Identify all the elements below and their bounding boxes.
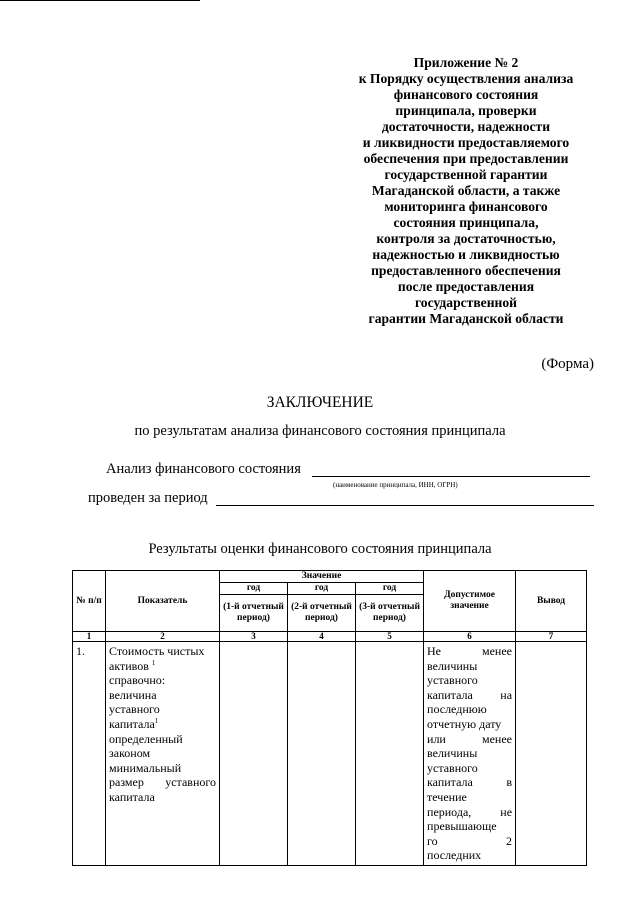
header-period-1: (1-й отчетный период) [220,595,288,632]
allowed-line: величины [427,658,478,673]
indicator-line: величина [109,687,157,702]
appendix-line: и ликвидности предоставляемого [362,135,570,150]
results-table [72,570,587,866]
appendix-line: контроля за достаточностью, [376,231,556,246]
indicator-line: капитала [109,789,155,804]
column-number: 6 [424,632,516,642]
header-year-1: год [220,583,288,595]
appendix-line: государственной [414,295,518,310]
allowed-value-text [424,642,515,865]
appendix-line: Приложение № 2 [413,55,519,70]
allowed-line: последних [427,848,482,863]
indicator-line: справочно: [109,673,166,688]
indicator-line: Стоимость чистых [109,644,205,658]
appendix-line: после предоставления [397,279,535,294]
allowed-line: величины [427,746,478,761]
appendix-line: принципала, проверки [395,103,537,118]
indicator-text [106,642,219,807]
header-indicator: Показатель [106,571,220,632]
allowed-line: го 2 [427,833,513,848]
header-value: Значение [220,571,424,583]
column-number: 7 [516,632,587,642]
appendix-line: мониторинга финансового [384,199,548,214]
indicator-line: определенный [109,731,183,746]
column-number: 3 [220,632,288,642]
value-cell-period-2[interactable] [288,642,356,866]
indicator-line: размер уставного [109,775,216,790]
allowed-line: превышающе [427,819,497,834]
principal-name-hint: (наименование принципала, ИНН, ОГРН) [333,481,458,489]
appendix-line: надежностью и ликвидностью [372,247,560,262]
indicator-line: уставного [109,702,160,717]
row-number-cell [73,642,106,866]
appendix-line: финансового состояния [393,87,539,102]
header-conclusion: Вывод [516,571,587,632]
indicator-line: минимальный [109,760,182,775]
column-number: 1 [73,632,106,642]
allowed-line: капитала в [427,775,513,790]
indicator-line: капитала$^1$ [109,716,159,731]
appendix-line: государственной гарантии [384,167,548,182]
allowed-line: уставного [427,673,478,688]
value-cell-period-3[interactable] [356,642,424,866]
appendix-header [330,55,602,327]
appendix-line: к Порядку осуществления анализа [358,71,574,86]
top-left-rule [0,0,200,1]
header-num: № п/п [73,571,106,632]
allowed-line: Не менее [427,644,513,658]
appendix-line: предоставленного обеспечения [371,263,561,278]
appendix-line: гарантии Магаданской области [368,311,564,326]
conclusion-cell[interactable] [516,642,587,866]
allowed-value-cell [424,642,516,866]
document-subtitle: по результатам анализа финансового состояния принципала [134,423,506,439]
header-allowed: Допустимое значение [424,571,516,632]
form-label: (Форма) [541,356,594,372]
table-row [73,642,587,866]
allowed-line: течение [427,789,467,804]
allowed-line: отчетную дату [427,716,502,731]
results-title: Результаты оценки финансового состояния принципала [148,541,492,557]
appendix-line: состояния принципала, [393,215,539,230]
appendix-line: Магаданской области, а также [371,183,561,198]
header-period-2: (2-й отчетный период) [288,595,356,632]
appendix-line: достаточности, надежности [381,119,551,134]
column-number: 4 [288,632,356,642]
allowed-line: уставного [427,760,478,775]
document-title: ЗАКЛЮЧЕНИЕ [266,394,374,411]
analysis-label: Анализ финансового состояния [106,461,301,477]
period-label: проведен за период [88,490,208,506]
allowed-line: периода, не [427,804,513,819]
column-number: 5 [356,632,424,642]
allowed-line: капитала на [427,687,513,702]
appendix-line: обеспечения при предоставлении [363,151,569,166]
indicator-cell [106,642,220,866]
value-cell-period-1[interactable] [220,642,288,866]
allowed-line: или менее [427,731,513,746]
indicator-line: законом [109,746,151,761]
header-year-2: год [288,583,356,595]
row-number: 1. [76,644,85,658]
principal-name-field[interactable] [312,476,590,477]
header-period-3: (3-й отчетный период) [356,595,424,632]
period-field[interactable] [216,505,594,506]
allowed-line: последнюю [427,702,487,717]
column-number: 2 [106,632,220,642]
header-year-3: год [356,583,424,595]
indicator-line: активов $^1$ [109,658,156,673]
